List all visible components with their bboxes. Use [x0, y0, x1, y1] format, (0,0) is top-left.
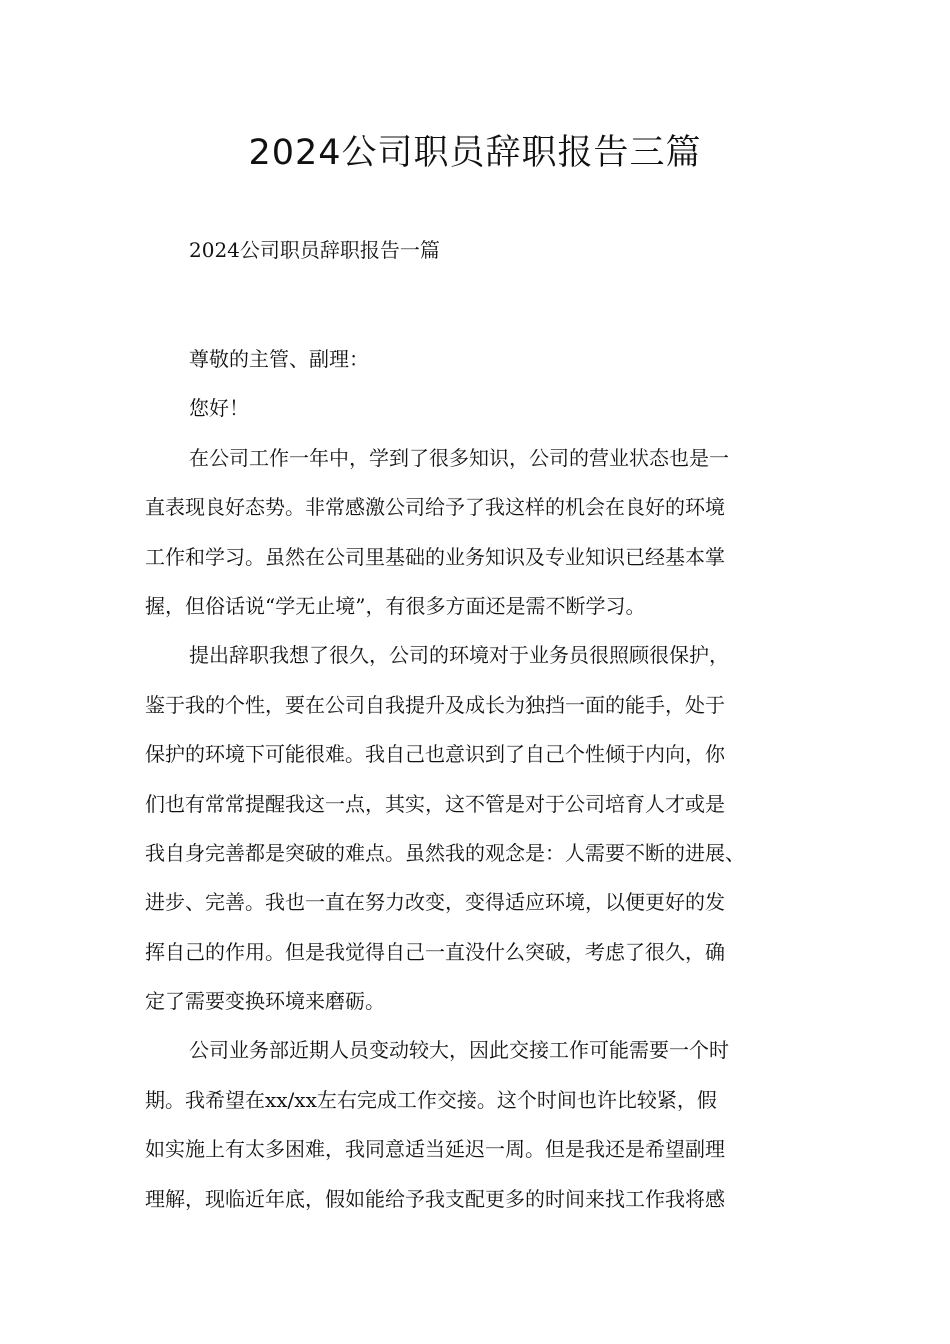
body-line: 直表现良好态势。非常感激公司给予了我这样的机会在良好的环境 [145, 495, 725, 520]
body-line: 提出辞职我想了很久，公司的环境对于业务员很照顾很保护， [189, 643, 729, 668]
body-line: 在公司工作一年中，学到了很多知识，公司的营业状态也是一 [189, 445, 729, 470]
body-line: 保护的环境下可能很难。我自己也意识到了自己个性倾于内向，你 [145, 742, 725, 767]
letter-body [145, 335, 825, 1224]
body-line: 进步、完善。我也一直在努力改变，变得适应环境，以便更好的发 [145, 890, 725, 915]
body-line: 握，但俗话说“学无止境”，有很多方面还是需不断学习。 [145, 593, 646, 618]
body-line: 定了需要变换环境来磨砺。 [145, 989, 385, 1014]
section-subtitle: 2024公司职员辞职报告一篇 [189, 238, 440, 262]
body-line: 挥自己的作用。但是我觉得自己一直没什么突破，考虑了很久，确 [145, 939, 725, 964]
body-line: 如实施上有太多困难，我同意适当延迟一周。但是我还是希望副理 [145, 1137, 725, 1162]
body-line: 们也有常常提醒我这一点，其实，这不管是对于公司培育人才或是 [145, 791, 725, 816]
body-line: 鉴于我的个性，要在公司自我提升及成长为独挡一面的能手，处于 [145, 692, 725, 717]
body-line: 公司业务部近期人员变动较大，因此交接工作可能需要一个时 [189, 1038, 729, 1063]
body-line: 理解，现临近年底，假如能给予我支配更多的时间来找工作我将感 [145, 1186, 725, 1211]
body-line: 尊敬的主管、副理： [189, 347, 369, 371]
body-line: 我自身完善都是突破的难点。虽然我的观念是：人需要不断的进展、 [145, 840, 745, 865]
body-line: 期。我希望在xx/xx左右完成工作交接。这个时间也许比较紧，假 [145, 1087, 717, 1112]
body-line: 工作和学习。虽然在公司里基础的业务知识及专业知识已经基本掌 [145, 544, 725, 569]
body-line: 您好！ [189, 396, 249, 421]
document-title: 2024公司职员辞职报告三篇 [248, 133, 702, 173]
